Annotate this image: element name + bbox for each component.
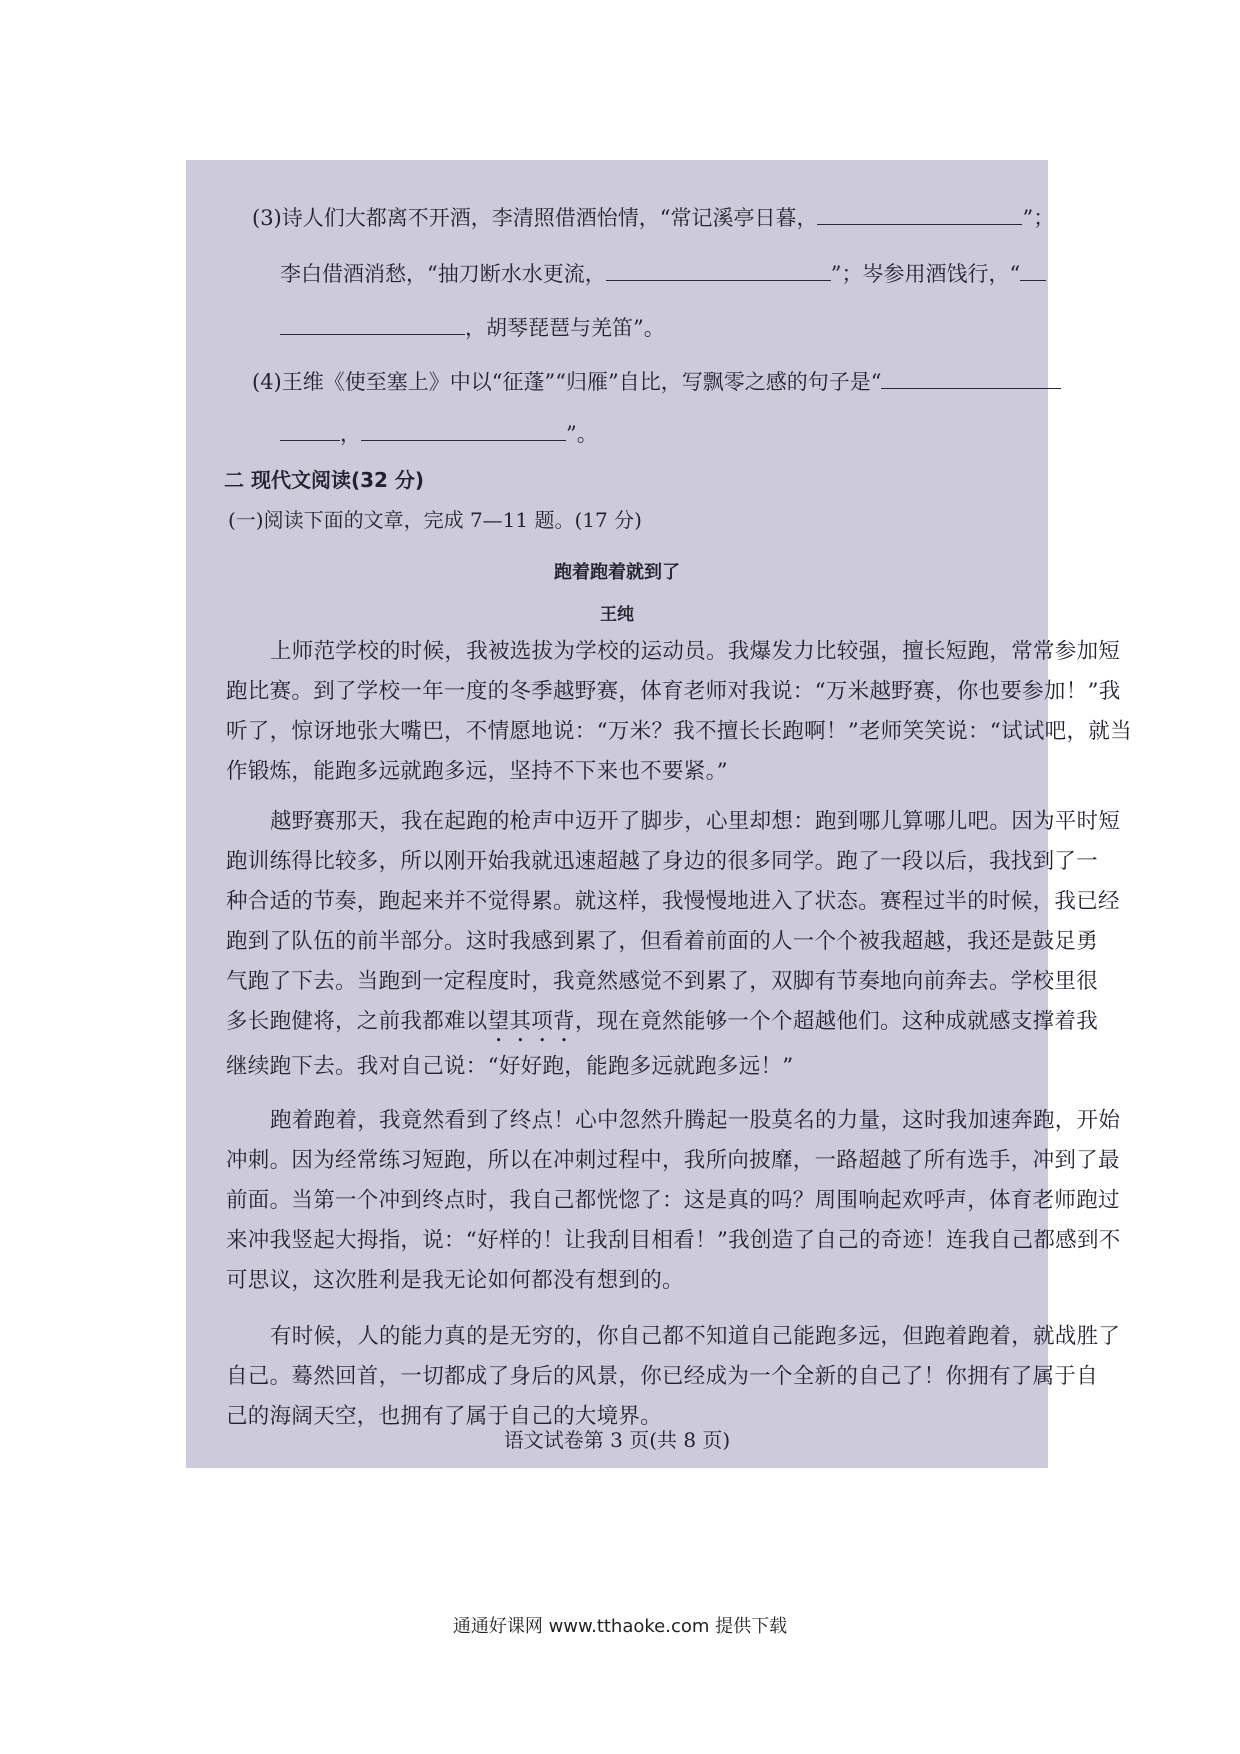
q3-line1-end: ”；: [1022, 206, 1055, 230]
answer-blank[interactable]: [280, 333, 465, 335]
paragraph-4: [226, 1317, 1132, 1437]
paragraph-1: [226, 632, 1132, 792]
q4-line1: [252, 366, 1061, 396]
answer-blank[interactable]: [881, 387, 1061, 389]
text-line: 跑比赛。到了学校一年一度的冬季越野赛，体育老师对我说：“万米越野赛，你也要参加！”我: [226, 679, 1121, 704]
q3-line1: [252, 202, 1054, 232]
q3-line3: [280, 312, 665, 342]
exam-page: [186, 160, 1132, 1468]
download-footer: 通通好课网 www.tthaoke.com 提供下载: [452, 1616, 788, 1637]
q4-line2-end: ”。: [566, 422, 598, 446]
text-line: 自己。蓦然回首，一切都成了身后的风景，你已经成为一个全新的自己了！你拥有了属于自: [226, 1364, 1099, 1389]
text-line: 继续跑下去。我对自己说：“好好跑，能跑多远就跑多远！”: [226, 1054, 794, 1079]
text-line: 前面。当第一个冲到终点时，我自己都恍惚了：这是真的吗？周围响起欢呼声，体育老师跑过: [226, 1188, 1120, 1213]
text-line: 来冲我竖起大拇指，说：“好样的！让我刮目相看！”我创造了自己的奇迹！连我自己都感到不: [226, 1228, 1121, 1253]
text-line: 有时候，人的能力真的是无穷的，你自己都不知道自己能跑多远，但跑着跑着，就战胜了: [270, 1324, 1121, 1349]
paragraph-2: [226, 802, 1132, 1087]
q3-line1-text: (3)诗人们大都离不开酒，李清照借酒怡情，“常记溪亭日暮，: [252, 206, 818, 230]
q3-line2: [280, 258, 1046, 288]
emphasized-phrase: 望其项背: [487, 1009, 575, 1034]
text-line: 跑到了队伍的前半部分。这时我感到累了，但看着前面的人一个个被我超越，我还是鼓足勇: [226, 929, 1099, 954]
page-number: 语文试卷第 3 页(共 8 页): [503, 1428, 731, 1452]
text-line: 跑训练得比较多，所以刚开始我就迅速超越了身边的很多同学。跑了一段以后，我找到了一: [226, 849, 1099, 874]
q4-line2: [280, 418, 598, 448]
q3-line2-text: 李白借酒消愁，“抽刀断水水更流，: [280, 262, 606, 286]
text-line: 种合适的节奏，跑起来并不觉得累。就这样，我慢慢地进入了状态。赛程过半的时候，我已经: [226, 889, 1120, 914]
text-line: 越野赛那天，我在起跑的枪声中迈开了脚步，心里却想：跑到哪儿算哪儿吧。因为平时短: [270, 809, 1121, 834]
answer-blank[interactable]: [280, 439, 340, 441]
q3-line2-mid: ”；岑参用酒饯行，“: [830, 262, 1021, 286]
text-segment: ，现在竟然能够一个个超越他们。这种成就感支撑着我: [574, 1009, 1099, 1034]
answer-blank[interactable]: [1020, 279, 1046, 281]
text-line: 气跑了下去。当跑到一定程度时，我竟然感觉不到累了，双脚有节奏地向前奔去。学校里很: [226, 969, 1099, 994]
text-segment: 多长跑健将，之前我都难以: [226, 1009, 488, 1034]
q4-line2-comma: ，: [340, 422, 361, 446]
text-line: [226, 1002, 1132, 1047]
text-line: 作锻炼，能跑多远就跑多远，坚持不下来也不要紧。”: [226, 759, 728, 784]
article-author: 王纯: [600, 605, 634, 625]
text-line: 可思议，这次胜利是我无论如何都没有想到的。: [226, 1268, 684, 1293]
text-line: 跑着跑着，我竟然看到了终点！心中忽然升腾起一股莫名的力量，这时我加速奔跑，开始: [270, 1108, 1121, 1133]
article-title: 跑着跑着就到了: [554, 562, 680, 583]
q4-line1-text: (4)王维《使至塞上》中以“征蓬”“归雁”自比，写飘零之感的句子是“: [252, 370, 882, 394]
answer-blank[interactable]: [817, 223, 1022, 225]
subsection-heading: (一)阅读下面的文章，完成 7—11 题。(17 分): [228, 508, 642, 532]
text-line: 听了，惊讶地张大嘴巴，不情愿地说：“万米？我不擅长长跑啊！”老师笑笑说：“试试吧，就当: [226, 719, 1132, 744]
answer-blank[interactable]: [361, 439, 566, 441]
answer-blank[interactable]: [606, 279, 831, 281]
article-body: [226, 632, 1132, 1437]
text-line: 冲刺。因为经常练习短跑，所以在冲刺过程中，我所向披靡，一路超越了所有选手，冲到了最: [226, 1148, 1120, 1173]
section-heading: 二 现代文阅读(32 分): [224, 468, 425, 492]
paragraph-3: [226, 1101, 1132, 1301]
text-line: 己的海阔天空，也拥有了属于自己的大境界。: [226, 1404, 663, 1429]
text-line: 上师范学校的时候，我被选拔为学校的运动员。我爆发力比较强，擅长短跑，常常参加短: [270, 639, 1121, 664]
q3-line3-text: ，胡琴琵琶与羌笛”。: [465, 316, 665, 340]
